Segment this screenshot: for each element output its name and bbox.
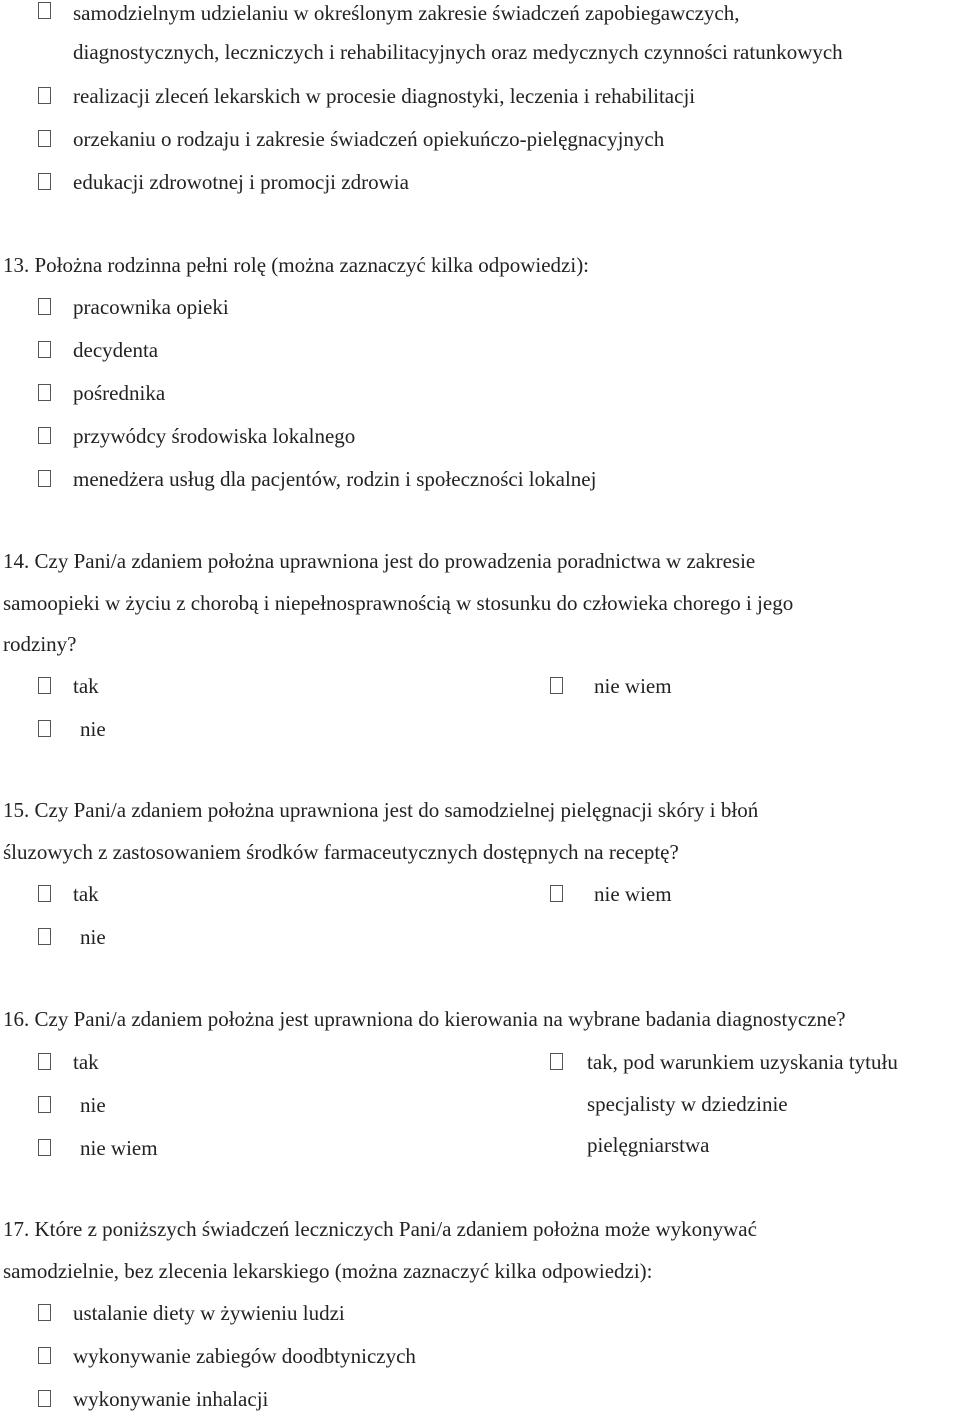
option-label: pracownika opieki xyxy=(73,295,229,319)
option-label: nie wiem xyxy=(594,674,672,698)
option-label-continuation: diagnostycznych, leczniczych i rehabilitacyjnych oraz medycznych czynności ratunkowych xyxy=(73,40,843,64)
checkbox[interactable] xyxy=(38,130,51,147)
option-label: ustalanie diety w żywieniu ludzi xyxy=(73,1301,345,1325)
option-label: orzekaniu o rodzaju i zakresie świadczeń opiekuńczo-pielęgnacyjnych xyxy=(73,127,665,151)
checkbox[interactable] xyxy=(38,720,51,737)
question-14-line-1: 14. Czy Pani/a zdaniem położna uprawniona jest do prowadzenia poradnictwa w zakresie xyxy=(3,549,756,573)
option-label: nie wiem xyxy=(80,1136,158,1160)
question-15-line-2: śluzowych z zastosowaniem środków farmaceutycznych dostępnych na receptę? xyxy=(3,840,679,864)
option-label: tak xyxy=(73,1050,99,1074)
checkbox[interactable] xyxy=(38,885,51,902)
checkbox[interactable] xyxy=(38,1139,51,1156)
option-label-line-1: tak, pod warunkiem uzyskania tytułu xyxy=(587,1050,898,1074)
checkbox[interactable] xyxy=(38,677,51,694)
checkbox[interactable] xyxy=(550,885,563,902)
option-label: nie xyxy=(80,925,106,949)
question-17-line-2: samodzielnie, bez zlecenia lekarskiego (można zaznaczyć kilka odpowiedzi): xyxy=(3,1259,653,1283)
checkbox[interactable] xyxy=(38,1096,51,1113)
checkbox[interactable] xyxy=(38,1347,51,1364)
option-label: nie xyxy=(80,717,106,741)
option-label: wykonywanie inhalacji xyxy=(73,1387,269,1411)
option-label: przywódcy środowiska lokalnego xyxy=(73,424,356,448)
option-label: wykonywanie zabiegów doodbtyniczych xyxy=(73,1344,416,1368)
option-label-line-3: pielęgniarstwa xyxy=(587,1133,710,1157)
checkbox[interactable] xyxy=(38,298,51,315)
checkbox[interactable] xyxy=(38,341,51,358)
option-label: edukacji zdrowotnej i promocji zdrowia xyxy=(73,170,409,194)
option-label: nie xyxy=(80,1093,106,1117)
question-14-line-3: rodziny? xyxy=(3,632,77,656)
option-label: decydenta xyxy=(73,338,159,362)
option-label: pośrednika xyxy=(73,381,166,405)
question-13: 13. Położna rodzinna pełni rolę (można zaznaczyć kilka odpowiedzi): xyxy=(3,253,590,277)
option-label: tak xyxy=(73,674,99,698)
question-17-line-1: 17. Które z poniższych świadczeń leczniczych Pani/a zdaniem położna może wykonywać xyxy=(3,1217,757,1241)
checkbox[interactable] xyxy=(550,1053,563,1070)
checkbox[interactable] xyxy=(38,384,51,401)
checkbox[interactable] xyxy=(38,87,51,104)
checkbox[interactable] xyxy=(38,928,51,945)
option-label: samodzielnym udzielaniu w określonym zakresie świadczeń zapobiegawczych, xyxy=(73,1,740,25)
question-16: 16. Czy Pani/a zdaniem położna jest uprawniona do kierowania na wybrane badania diagnostyczne? xyxy=(3,1007,846,1031)
option-label-line-2: specjalisty w dziedzinie xyxy=(587,1092,788,1116)
checkbox[interactable] xyxy=(38,427,51,444)
option-label: menedżera usług dla pacjentów, rodzin i społeczności lokalnej xyxy=(73,467,597,491)
checkbox[interactable] xyxy=(38,2,51,19)
checkbox[interactable] xyxy=(550,677,563,694)
checkbox[interactable] xyxy=(38,470,51,487)
option-label: nie wiem xyxy=(594,882,672,906)
checkbox[interactable] xyxy=(38,173,51,190)
checkbox[interactable] xyxy=(38,1304,51,1321)
option-label: tak xyxy=(73,882,99,906)
checkbox[interactable] xyxy=(38,1390,51,1407)
question-14-line-2: samoopieki w życiu z chorobą i niepełnosprawnością w stosunku do człowieka chorego i jego xyxy=(3,591,794,615)
option-label: realizacji zleceń lekarskich w procesie diagnostyki, leczenia i rehabilitacji xyxy=(73,84,696,108)
question-15-line-1: 15. Czy Pani/a zdaniem położna uprawniona jest do samodzielnej pielęgnacji skóry i błoń xyxy=(3,798,759,822)
checkbox[interactable] xyxy=(38,1053,51,1070)
